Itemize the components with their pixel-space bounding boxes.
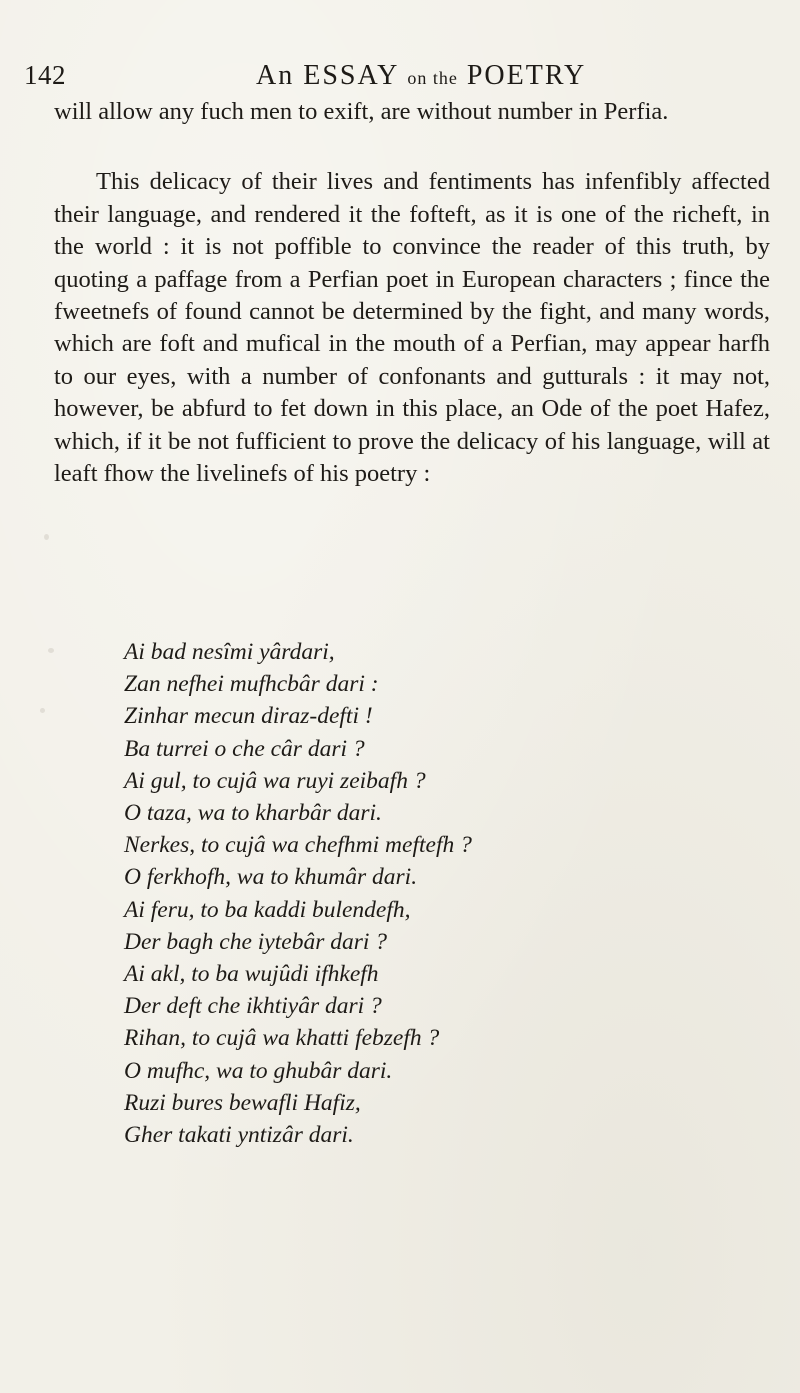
- ode-line: Zinhar mecun diraz-defti !: [124, 703, 373, 730]
- ode-line: O taza, wa to kharbâr dari.: [124, 800, 382, 827]
- paragraph: This delicacy of their lives and fentiments has infenfibly affected their language, and rendered it the fofteft, as it is one of the richeft, in the world : it is not poffible to convince the reader of this truth, by quoting a paffage from a Perfian poet in European characters ; fince the fweetnefs of found cannot be determined by the fight, and many words, which are foft and mufical in the mouth of a Perfian, may appear harfh to our eyes, with a number of confonants and gutturals : it may not, however, be abfurd to fet down in this place, an Ode of the poet Hafez, which, if it be not fufficient to prove the delicacy of his language, will at leaft fhow the livelinefs of his poetry :: [54, 168, 770, 488]
- ode-line: Ai gul, to cujâ wa ruyi zeibafh ?: [124, 767, 426, 794]
- paper-speck: [44, 534, 49, 540]
- ode-of-hafez: [124, 636, 724, 1151]
- running-head: [24, 60, 764, 100]
- ode-line: Rihan, to cujâ wa khatti febzefh ?: [124, 1025, 440, 1052]
- ode-line: Nerkes, to cujâ wa chefhmi meftefh ?: [124, 832, 472, 859]
- ode-line: Der bagh che iytebâr dari ?: [124, 928, 388, 955]
- paragraph: will allow any fuch men to exift, are without number in Perfia.: [54, 98, 669, 125]
- running-title-end: POETRY: [466, 60, 587, 91]
- paper-speck: [48, 648, 54, 653]
- ode-line: Ai bad nesîmi yârdari,: [124, 639, 335, 665]
- running-title-prefix: An: [256, 60, 295, 91]
- paper-speck: [40, 708, 45, 713]
- ode-line: O mufhc, wa to ghubâr dari.: [124, 1057, 393, 1084]
- ode-line: O ferkhofh, wa to khumâr dari.: [124, 864, 418, 891]
- ode-line: Ba turrei o che câr dari ?: [124, 735, 365, 762]
- ode-line: Der deft che ikhtiyâr dari ?: [124, 993, 382, 1020]
- running-title: [256, 60, 586, 92]
- ode-line: Ai feru, to ba kaddi bulendefh,: [124, 896, 411, 923]
- ode-line: Zan nefhei mufhcbâr dari :: [124, 671, 379, 698]
- ode-line: Gher takati yntizâr dari.: [124, 1122, 354, 1149]
- ode-line: Ruzi bures bewafli Hafiz,: [124, 1089, 361, 1116]
- running-title-small: on the: [407, 68, 458, 88]
- page-number: 142: [24, 60, 66, 90]
- running-title-main: ESSAY: [303, 60, 399, 91]
- body-text: [54, 96, 770, 490]
- ode-line: Ai akl, to ba wujûdi ifhkefh: [124, 961, 379, 988]
